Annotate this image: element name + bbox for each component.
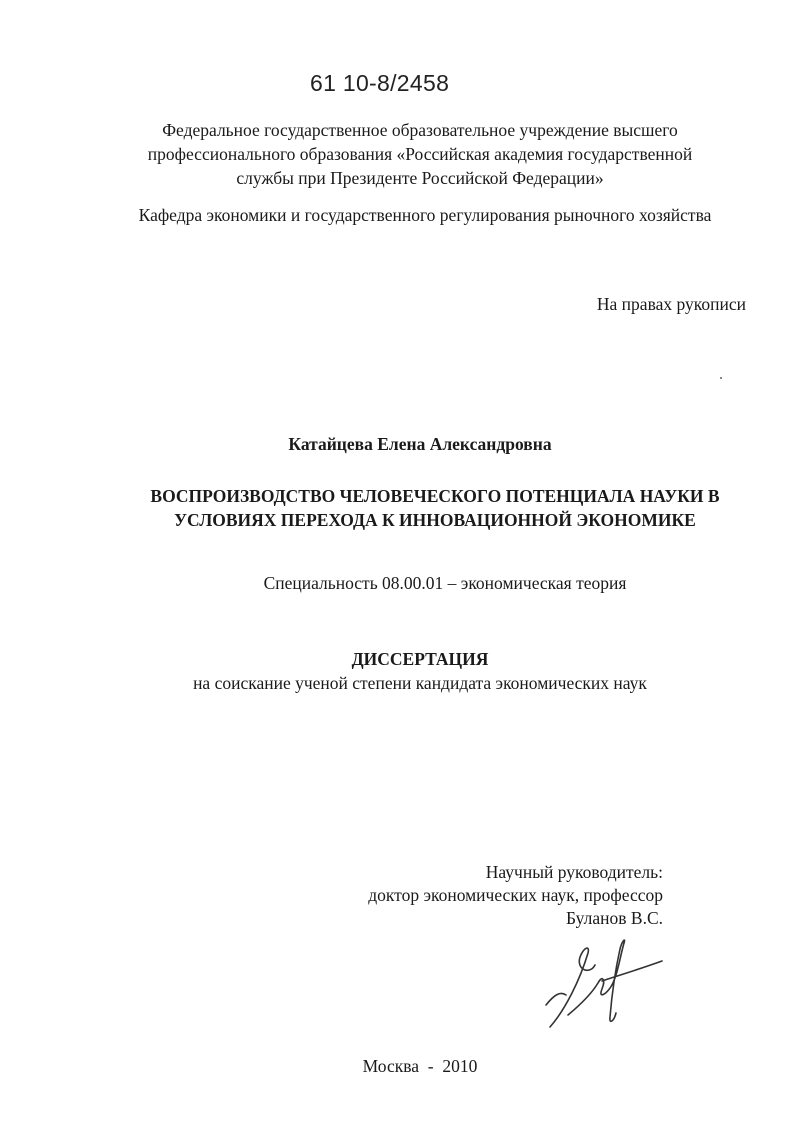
title-line: ВОСПРОИЗВОДСТВО ЧЕЛОВЕЧЕСКОГО ПОТЕНЦИАЛА НАУКИ В	[150, 486, 720, 506]
supervisor-block	[368, 861, 663, 930]
catalog-number: 61 10-8/2458	[310, 70, 450, 96]
supervisor-name: Буланов В.С.	[566, 908, 663, 928]
scan-speck	[720, 377, 722, 379]
supervisor-degree: доктор экономических наук, профессор	[368, 885, 663, 905]
footer-separator: -	[427, 1056, 434, 1076]
dissertation-purpose: на соискание ученой степени кандидата экономических наук	[193, 673, 647, 693]
institution-name	[100, 118, 740, 190]
title-line: УСЛОВИЯХ ПЕРЕХОДА К ИННОВАЦИОННОЙ ЭКОНОМИКЕ	[174, 510, 696, 530]
footer-place-year	[0, 1056, 793, 1077]
specialty: Специальность 08.00.01 – экономическая теория	[263, 573, 627, 593]
institution-line: службы при Президенте Российской Федерации»	[236, 168, 604, 188]
footer-year: 2010	[442, 1056, 478, 1076]
institution-line: профессионального образования «Российская академия государственной	[147, 144, 693, 164]
dissertation-kind: ДИССЕРТАЦИЯ	[351, 649, 489, 669]
dissertation-title	[0, 484, 793, 532]
manuscript-note: На правах рукописи	[596, 294, 746, 314]
footer-city: Москва	[362, 1056, 420, 1076]
author-name: Катайцева Елена Александровна	[288, 434, 552, 454]
supervisor-label: Научный руководитель:	[485, 862, 663, 882]
signature-icon	[540, 935, 670, 1035]
institution-line: Федеральное государственное образовательное учреждение высшего	[162, 120, 678, 140]
department-name: Кафедра экономики и государственного регулирования рыночного хозяйства	[138, 205, 712, 225]
